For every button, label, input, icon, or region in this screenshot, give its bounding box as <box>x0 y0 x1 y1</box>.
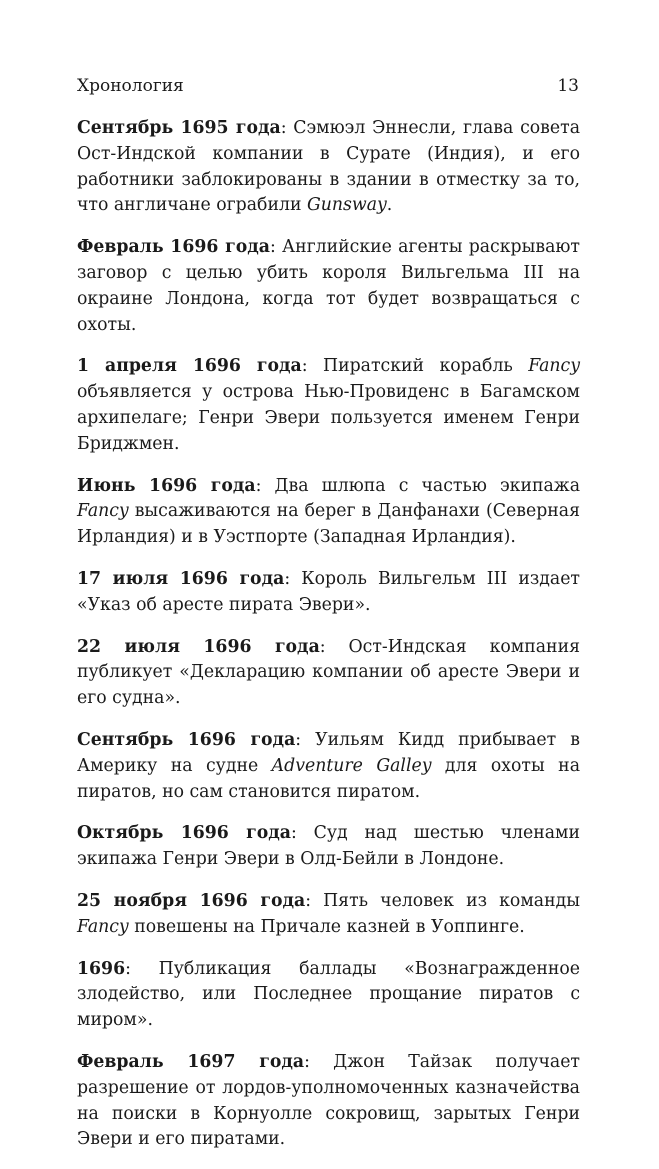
entry-text: : Король Вильгельм III издает «Указ об аресте пирата Эвери». <box>77 568 580 615</box>
entry-date: 1696 <box>77 958 126 979</box>
entry-text: высаживаются на берег в Данфанахи (Северная Ирландия) и в Уэстпорте (Западная Ирландия). <box>77 501 580 548</box>
chronology-entry <box>77 567 580 619</box>
ship-name: Adventure Galley <box>271 755 432 776</box>
chronology-entry <box>77 1050 580 1153</box>
ship-name: Fancy <box>77 501 129 522</box>
chronology-entry <box>77 116 580 219</box>
entry-text: : Джон Тайзак получает разрешение от лордов-уполномоченных казначейства на поиски в Корнуолле сокровищ, зарытых Генри Эвери и его пиратами. <box>77 1051 580 1150</box>
page-number: 13 <box>557 76 579 96</box>
chronology-entry <box>77 635 580 712</box>
entry-date: 25 ноября 1696 года <box>77 890 306 911</box>
entry-text: : Уильям Кидд прибывает в Америку на судне <box>77 729 580 776</box>
entry-text: : Английские агенты раскрывают заговор с целью убить короля Вильгельма III на окраине Лондона, когда тот будет возвращаться с охоты. <box>77 237 580 335</box>
entry-date: 1 апреля 1696 года <box>77 356 302 377</box>
entry-date: 22 июля 1696 года <box>77 636 320 657</box>
entry-text: объявляется у острова Нью-Провиденс в Багамском архипелаге; Генри Эвери пользуется именем Генри Бриджмен. <box>77 382 580 454</box>
chronology-entry <box>77 235 580 338</box>
entry-text: : Сэмюэл Эннесли, глава совета Ост-Индской компании в Сурате (Индия), и его работники заблокированы в здании в отместку за то, что англичане ограбили <box>77 118 580 216</box>
entry-date: Июнь 1696 года <box>77 475 256 496</box>
entry-date: 17 июля 1696 года <box>77 568 285 589</box>
ship-name: Fancy <box>528 356 580 377</box>
entry-text: : Ост-Индская компания публикует «Декларацию компании об аресте Эвери и его судна». <box>77 636 580 709</box>
chronology-entry <box>77 957 580 1034</box>
entry-text: для охоты на пиратов, но сам становится пиратом. <box>77 755 580 802</box>
chronology-entry <box>77 889 580 941</box>
ship-name: Gunsway <box>306 195 387 216</box>
entry-text: : Пять человек из команды <box>305 890 580 911</box>
entry-text: : Публикация баллады «Вознагражденное злодейство, или Последнее прощание пиратов с миром». <box>77 958 580 1031</box>
entry-date: Февраль 1697 года <box>77 1051 305 1072</box>
chronology-list <box>77 116 580 1169</box>
entry-text: . <box>386 195 393 216</box>
entry-text: повешены на Причале казней в Уоппинге. <box>128 916 525 937</box>
entry-date: Февраль 1696 года <box>77 237 270 258</box>
section-title: Хронология <box>77 76 184 96</box>
entry-text: : Пиратский корабль <box>301 356 529 377</box>
chronology-entry <box>77 354 580 457</box>
running-head <box>77 74 579 98</box>
entry-date: Сентябрь 1696 года <box>77 729 296 750</box>
entry-date: Сентябрь 1695 года <box>77 118 281 138</box>
chronology-entry <box>77 821 580 873</box>
ship-name: Fancy <box>77 916 129 937</box>
entry-text: : Суд над шестью членами экипажа Генри Эвери в Олд-Бейли в Лондоне. <box>77 823 581 870</box>
entry-date: Октябрь 1696 года <box>77 823 291 844</box>
entry-text: : Два шлюпа с частью экипажа <box>255 475 580 496</box>
chronology-entry <box>77 474 580 551</box>
chronology-entry <box>77 728 580 805</box>
